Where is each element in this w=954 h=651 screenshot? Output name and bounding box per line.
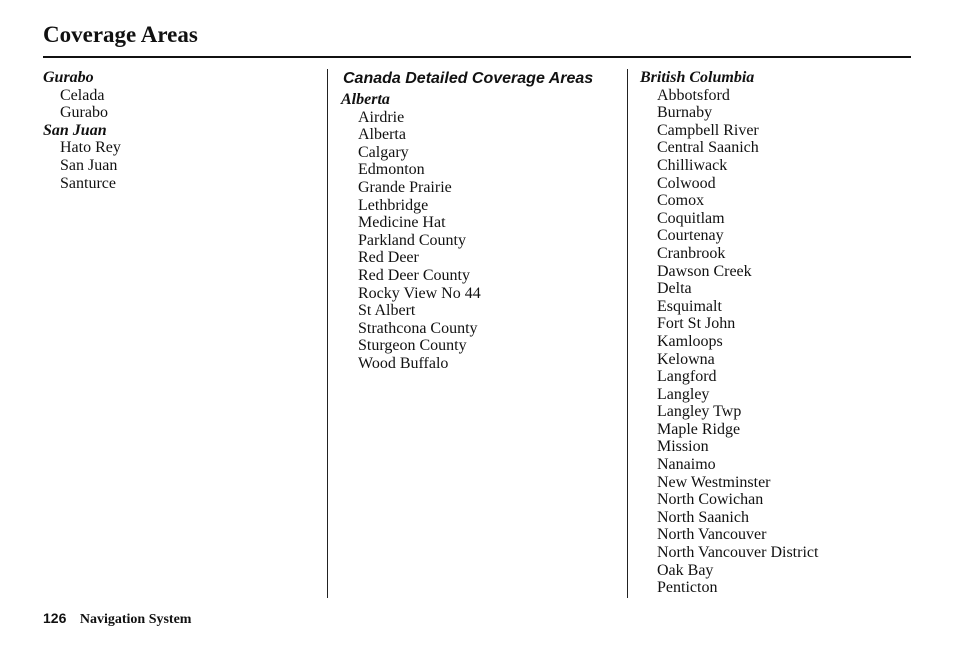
list-item: North Vancouver District (657, 544, 819, 562)
list-item: Courtenay (657, 227, 724, 245)
list-item: Burnaby (657, 104, 713, 122)
list-item: Calgary (358, 143, 409, 161)
list-item: Campbell River (657, 121, 759, 139)
list-item: Red Deer (358, 249, 419, 267)
list-item: Maple Ridge (657, 420, 741, 438)
book-title: Navigation System (79, 612, 192, 627)
list-item: Parkland County (358, 231, 466, 249)
list-item: Coquitlam (657, 209, 725, 227)
page-number: 126 (43, 610, 67, 626)
list-item: New Westminster (657, 473, 771, 491)
list-item: Lethbridge (358, 196, 429, 214)
list-item: North Saanich (657, 508, 749, 526)
city-list (43, 87, 313, 122)
city-list (43, 139, 313, 192)
list-item: Abbotsford (657, 86, 730, 104)
list-item: San Juan (60, 156, 118, 174)
list-item: Mission (657, 438, 709, 456)
group-alberta (341, 91, 621, 373)
list-item: Red Deer County (358, 266, 470, 284)
list-item: North Vancouver (657, 526, 767, 544)
list-item: Grande Prairie (358, 178, 452, 196)
city-list (640, 87, 920, 597)
list-item: Kelowna (657, 350, 715, 368)
list-item: Wood Buffalo (358, 354, 449, 372)
list-item: Delta (657, 280, 692, 298)
page-footer (43, 609, 191, 629)
group-gurabo (43, 69, 313, 122)
list-item: Alberta (358, 126, 406, 144)
list-item: Cranbrook (657, 244, 726, 262)
group-british-columbia (640, 69, 920, 597)
group-heading: British Columbia (640, 69, 755, 86)
page-title: Coverage Areas (43, 22, 198, 47)
list-item: Langley (657, 385, 710, 403)
list-item: Dawson Creek (657, 262, 752, 280)
group-san-juan (43, 122, 313, 192)
group-heading: Alberta (341, 91, 390, 108)
list-item: Medicine Hat (358, 214, 446, 232)
list-item: Comox (657, 192, 705, 210)
section-heading: Canada Detailed Coverage Areas (343, 70, 594, 87)
list-item: Rocky View No 44 (358, 284, 481, 302)
list-item: Langford (657, 368, 717, 386)
list-item: Airdrie (358, 108, 405, 126)
list-item: Hato Rey (60, 139, 121, 157)
list-item: Celada (60, 86, 105, 104)
list-item: Sturgeon County (358, 337, 467, 355)
list-item: Gurabo (60, 104, 108, 122)
list-item: Central Saanich (657, 139, 759, 157)
list-item: Nanaimo (657, 456, 716, 474)
group-heading: Gurabo (43, 69, 94, 86)
column-3 (640, 69, 920, 597)
list-item: Edmonton (358, 161, 425, 179)
column-divider (627, 69, 628, 598)
list-item: Penticton (657, 579, 718, 597)
group-heading: San Juan (43, 121, 107, 139)
title-rule (43, 56, 911, 58)
list-item: Santurce (60, 174, 116, 192)
list-item: Oak Bay (657, 561, 714, 579)
list-item: North Cowichan (657, 491, 764, 509)
list-item: Langley Twp (657, 403, 742, 421)
city-list (341, 109, 621, 373)
column-2 (341, 69, 621, 373)
column-1 (43, 69, 313, 192)
list-item: Colwood (657, 174, 716, 192)
list-item: Fort St John (657, 315, 736, 333)
list-item: Strathcona County (358, 319, 478, 337)
list-item: Esquimalt (657, 297, 722, 315)
list-item: Kamloops (657, 332, 723, 350)
list-item: St Albert (358, 302, 416, 320)
list-item: Chilliwack (657, 156, 728, 174)
column-divider (327, 69, 328, 598)
